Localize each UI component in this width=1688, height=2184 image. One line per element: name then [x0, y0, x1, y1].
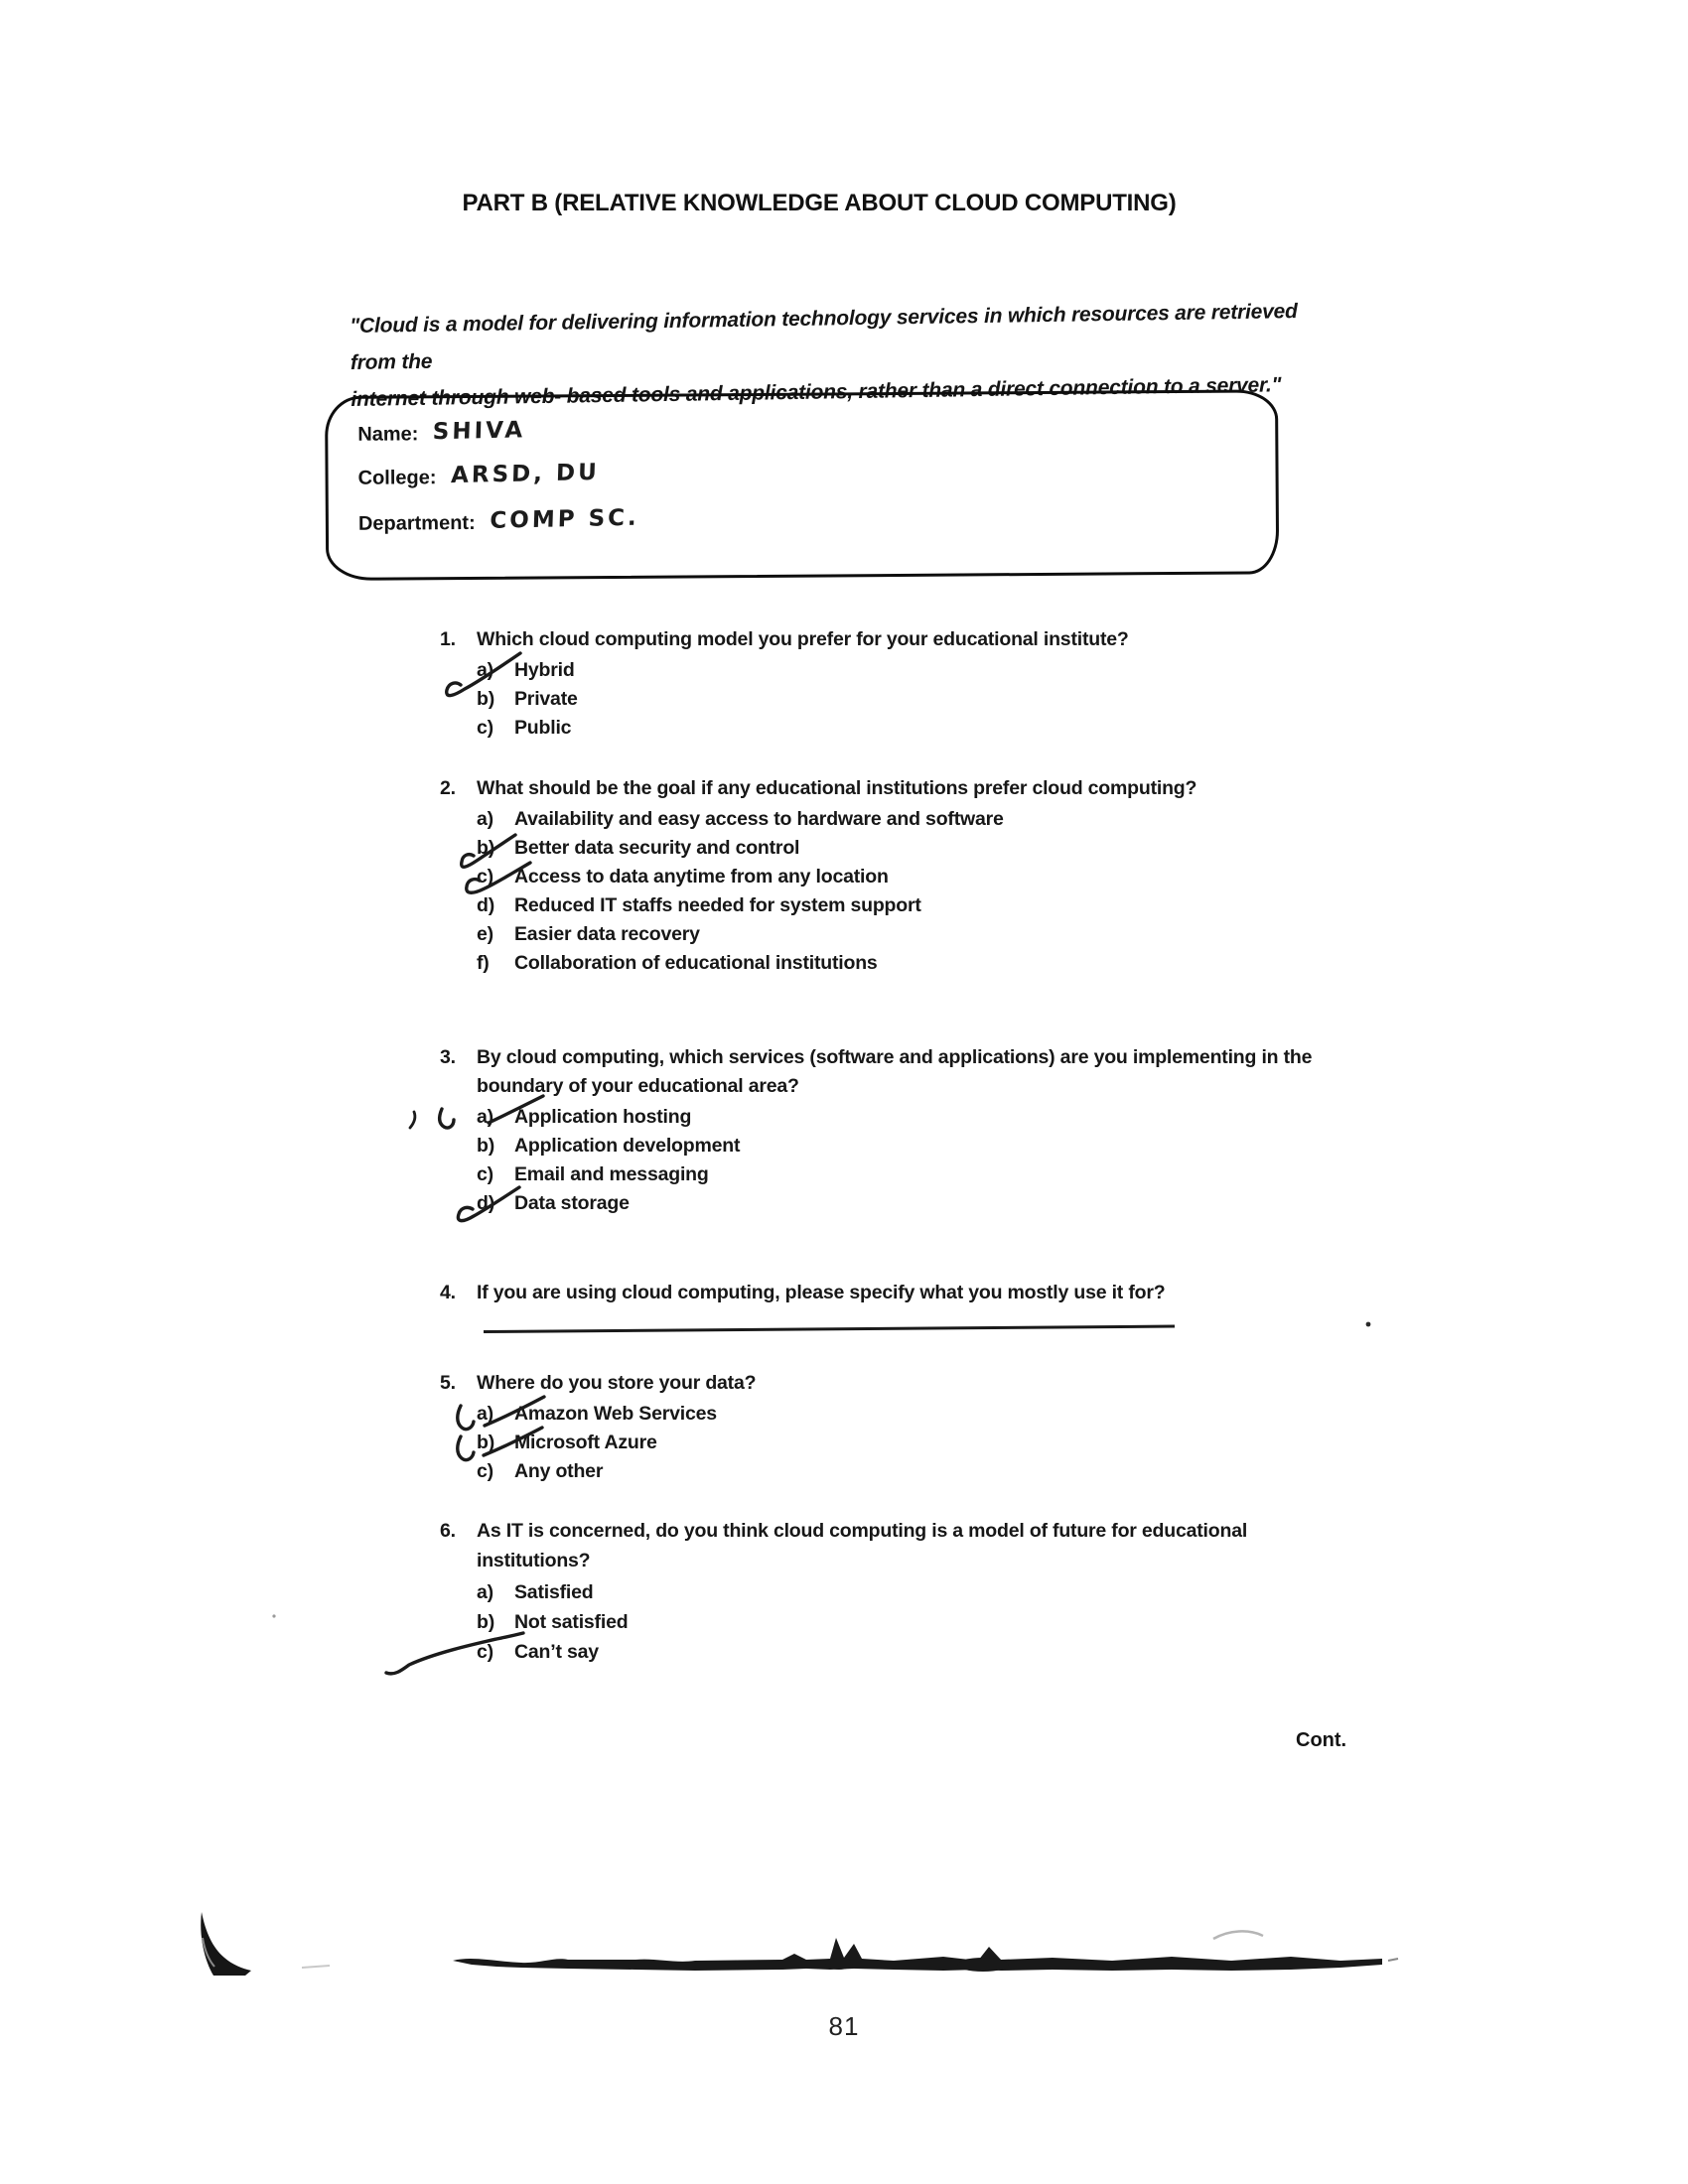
question-1-number: 1. [440, 628, 456, 650]
page-title: PART B (RELATIVE KNOWLEDGE ABOUT CLOUD COMPUTING) [462, 190, 1177, 216]
question-2-option-c [477, 863, 1196, 891]
question-5-option-c [477, 1457, 756, 1486]
college-label: College: [357, 467, 437, 489]
quote-line-1: "Cloud is a model for delivering information technology services in which resources are retrieved from the [350, 300, 1298, 374]
college-field [357, 459, 601, 490]
option-letter: b) [477, 837, 495, 859]
question-1-head [440, 625, 1129, 654]
question-1-options [477, 656, 1129, 743]
question-4-number: 4. [440, 1282, 456, 1303]
question-2-option-a [477, 805, 1196, 834]
question-6-number: 6. [440, 1520, 456, 1542]
name-field [357, 417, 526, 447]
question-5-text: Where do you store your data? [477, 1372, 757, 1394]
question-4-head [440, 1279, 1165, 1307]
question-3-number: 3. [440, 1046, 456, 1068]
option-label: Availability and easy access to hardware and software [514, 808, 1004, 830]
question-4-text: If you are using cloud computing, please specify what you mostly use it for? [477, 1282, 1166, 1303]
option-label: Email and messaging [514, 1163, 709, 1185]
option-label: Microsoft Azure [514, 1432, 657, 1453]
question-3-option-c [477, 1160, 1312, 1189]
question-2-option-e [477, 920, 1196, 949]
question-6-option-c [477, 1637, 1247, 1667]
question-1-text: Which cloud computing model you prefer for your educational institute? [477, 628, 1129, 650]
question-3-text-line-2: boundary of your educational area? [477, 1075, 799, 1097]
name-label: Name: [357, 423, 419, 446]
question-2-number: 2. [440, 777, 456, 799]
option-letter: e) [477, 923, 493, 945]
question-6 [440, 1516, 1247, 1667]
question-6-text-line-1: As IT is concerned, do you think cloud computing is a model of future for educational [477, 1520, 1248, 1542]
option-label: Easier data recovery [514, 923, 700, 945]
question-2-option-f [477, 949, 1196, 978]
option-label: Not satisfied [514, 1611, 629, 1633]
question-3-option-a [477, 1103, 1312, 1132]
option-label: Can’t say [514, 1641, 599, 1663]
option-letter: a) [477, 659, 493, 681]
question-5 [440, 1369, 756, 1486]
option-letter: f) [477, 952, 490, 974]
question-6-text-line-2: institutions? [477, 1550, 591, 1571]
option-label: Better data security and control [514, 837, 800, 859]
question-5-head [440, 1369, 756, 1398]
continued-note: Cont. [1296, 1729, 1347, 1751]
question-2-text: What should be the goal if any educational institutions prefer cloud computing? [477, 777, 1197, 799]
option-label: Amazon Web Services [514, 1403, 717, 1425]
option-letter: b) [477, 688, 495, 710]
question-2-options [477, 805, 1196, 978]
option-label: Access to data anytime from any location [514, 866, 889, 887]
option-letter: c) [477, 866, 493, 887]
question-2 [440, 774, 1196, 978]
question-2-option-b [477, 834, 1196, 863]
option-letter: a) [477, 1106, 493, 1128]
option-label: Private [514, 688, 578, 710]
question-5-option-b [477, 1429, 756, 1457]
question-3-option-d [477, 1189, 1312, 1218]
question-1-option-c [477, 714, 1129, 743]
option-label: Data storage [514, 1192, 630, 1214]
scan-faint-arc [1213, 1931, 1263, 1939]
question-5-option-a [477, 1400, 756, 1429]
question-3-text-line-1: By cloud computing, which services (software and applications) are you implementing in the [477, 1046, 1313, 1068]
scan-smudge-blob-2 [825, 1958, 853, 1970]
page-number: 81 [828, 2011, 860, 2041]
question-6-options [477, 1577, 1247, 1667]
option-letter: d) [477, 1192, 495, 1214]
question-2-option-d [477, 891, 1196, 920]
scan-wedge-blot [201, 1912, 251, 1976]
stray-pen-dot [1366, 1322, 1371, 1327]
option-letter: c) [477, 1163, 493, 1185]
handwritten-comma-q3a-icon [410, 1112, 415, 1128]
option-letter: a) [477, 1581, 493, 1603]
question-6-option-b [477, 1607, 1247, 1637]
department-label: Department: [357, 511, 476, 535]
option-label: Application development [514, 1135, 741, 1157]
question-1-option-b [477, 685, 1129, 714]
question-3-options [477, 1103, 1312, 1218]
option-label: Application hosting [514, 1106, 692, 1128]
question-6-option-a [477, 1577, 1247, 1607]
respondent-info-box [325, 389, 1279, 581]
question-5-options [477, 1400, 756, 1486]
option-letter: c) [477, 1641, 493, 1663]
question-3-option-b [477, 1132, 1312, 1160]
option-letter: c) [477, 1460, 493, 1482]
scan-smudge-blob-1 [957, 1958, 1009, 1972]
option-letter: b) [477, 1135, 495, 1157]
question-3-head [440, 1043, 1312, 1101]
department-handwritten-value: COMP SC. [489, 504, 639, 534]
question-1-option-a [477, 656, 1129, 685]
quote-line-2: internet through web- based tools and applications, rather than a direct connection to a server." [351, 373, 1282, 411]
scan-smudge-band [453, 1938, 1382, 1971]
option-letter: a) [477, 1403, 493, 1425]
name-handwritten-value: SHIVA [432, 417, 526, 446]
question-5-number: 5. [440, 1372, 456, 1394]
question-2-head [440, 774, 1196, 803]
option-letter: b) [477, 1611, 495, 1633]
option-label: Hybrid [514, 659, 575, 681]
scan-wedge-streak [203, 1938, 214, 1967]
question-1 [440, 625, 1129, 743]
question-6-head [440, 1516, 1247, 1575]
option-letter: d) [477, 894, 495, 916]
scan-speck [272, 1614, 275, 1617]
scan-faint-dash [302, 1966, 330, 1968]
question-4-answer-blank-line [484, 1325, 1175, 1333]
option-letter: a) [477, 808, 493, 830]
question-3 [440, 1043, 1312, 1218]
scan-right-specks [1388, 1959, 1398, 1961]
option-label: Reduced IT staffs needed for system support [514, 894, 921, 916]
option-letter: b) [477, 1432, 495, 1453]
option-letter: c) [477, 717, 493, 739]
option-label: Any other [514, 1460, 604, 1482]
option-label: Public [514, 717, 572, 739]
department-field [357, 504, 639, 536]
question-4 [440, 1279, 1165, 1307]
college-handwritten-value: ARSD, DU [450, 459, 601, 489]
option-label: Satisfied [514, 1581, 594, 1603]
option-label: Collaboration of educational institutions [514, 952, 878, 974]
